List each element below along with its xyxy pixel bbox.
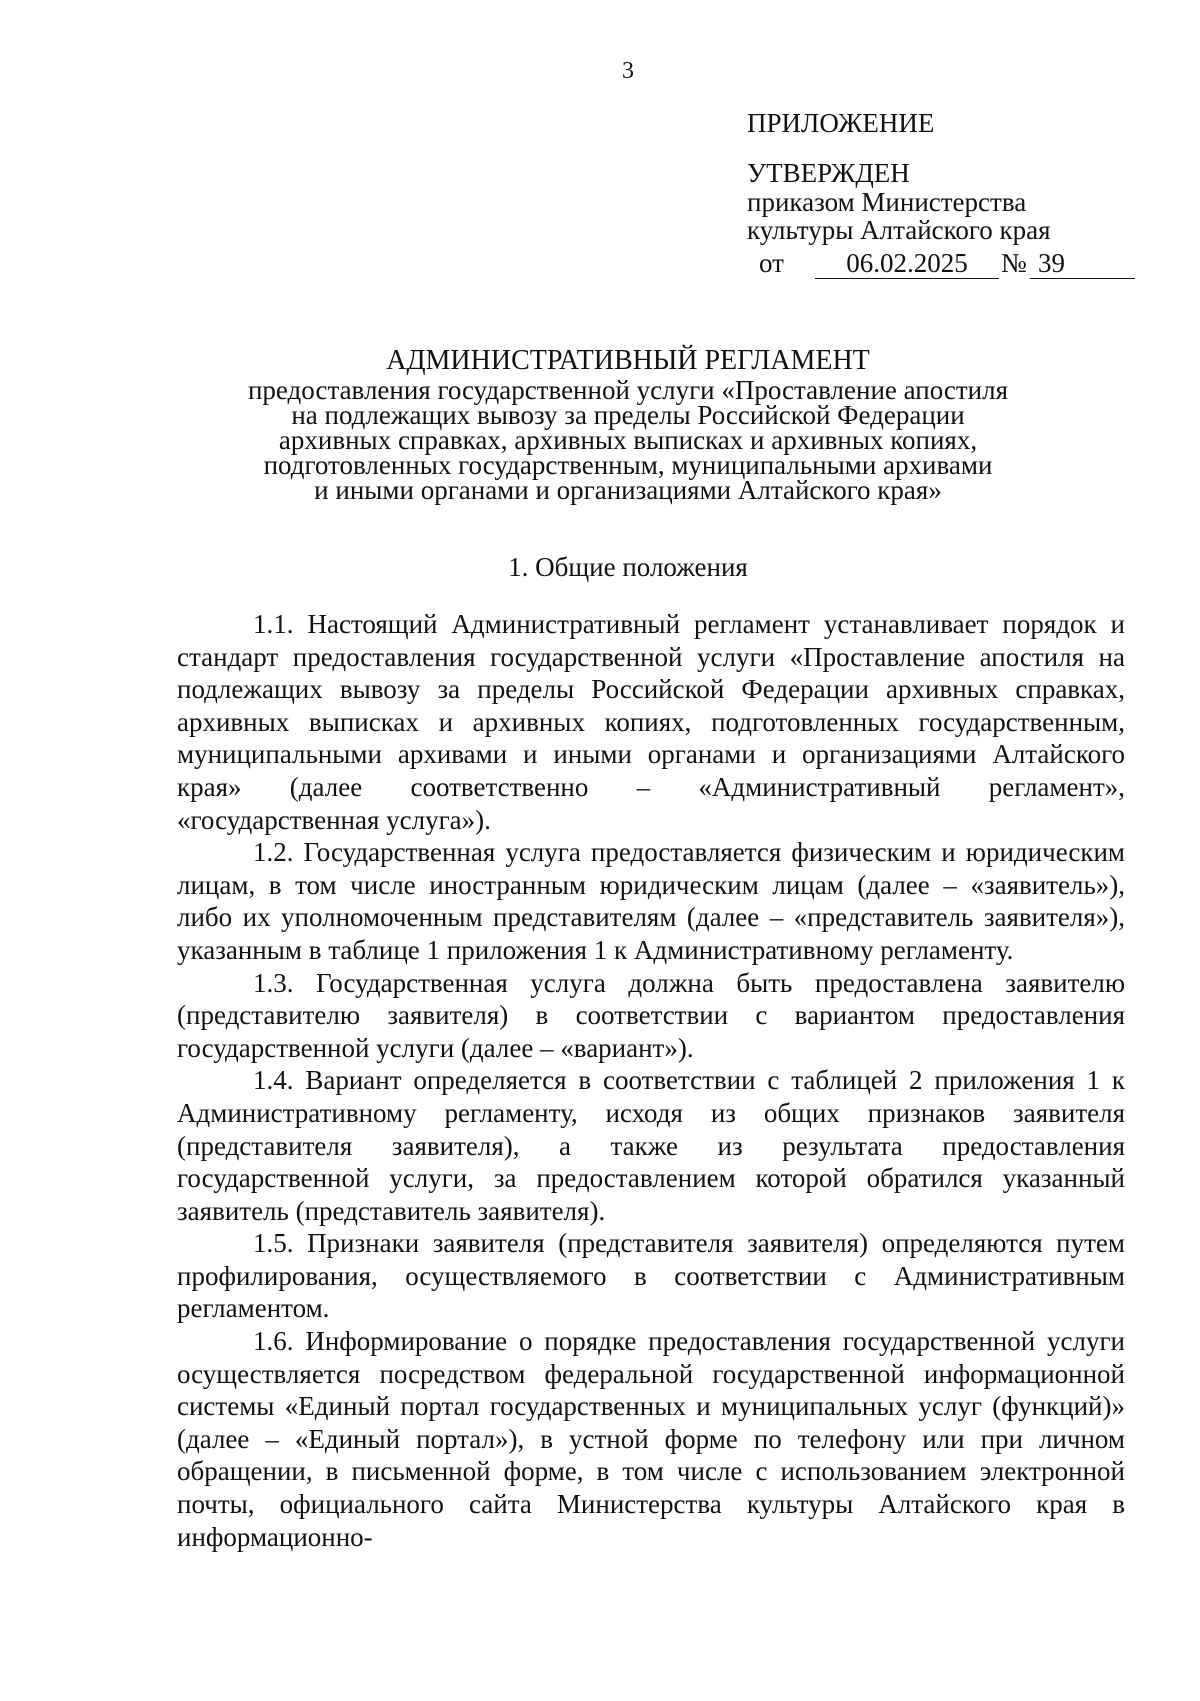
title-line: на подлежащих вывозу за пределы Российской Федерации [291, 400, 965, 430]
section-heading: 1. Общие положения [508, 552, 748, 582]
title-line: и иными органами и организациями Алтайского края» [314, 475, 942, 505]
approved-by-line-2: культуры Алтайского края [747, 215, 1051, 245]
title-line: подготовленных государственным, муниципальными архивами [263, 450, 993, 480]
document-title [0, 344, 1200, 503]
title-line: архивных справках, архивных выписках и архивных копиях, [278, 425, 978, 455]
paragraph: 1.2. Государственная услуга предоставляется физическим и юридическим лицам, в том числе иностранным юридическим лицам (далее – «заявитель»), либо их уполномоченным представителям (далее – «представитель заявителя»), указанным в таблице 1 приложения 1 к Административному регламенту. [177, 837, 1125, 965]
from-label: от [759, 248, 784, 278]
title-main: АДМИНИСТРАТИВНЫЙ РЕГЛАМЕНТ [386, 345, 870, 376]
order-date-number [747, 248, 1147, 284]
title-line: предоставления государственной услуги «Проставление апостиля [247, 375, 1009, 405]
paragraph: 1.3. Государственная услуга должна быть предоставлена заявителю (представителю заявителя) в соответствии с вариантом предоставления государственной услуги (далее – «вариант»). [177, 967, 1125, 1063]
number-label: № [1001, 248, 1027, 278]
approval-stamp [747, 108, 1147, 284]
paragraph: 1.1. Настоящий Административный регламент устанавливает порядок и стандарт предоставления государственной услуги «Проставление апостиля на подлежащих вывозу за пределы Российской Федерации архивных справках, архивных выписках и архивных копиях, подготовленных государственным, муниципальными архивами и иными органами и организациями Алтайского края» (далее соответственно – «Административный регламент», «государственная услуга»). [177, 609, 1125, 835]
paragraph: 1.4. Вариант определяется в соответствии с таблицей 2 приложения 1 к Административному регламенту, исходя из общих признаков заявителя (представителя заявителя), а также из результата предоставления государственной услуги, за предоставлением которой обратился указанный заявитель (представитель заявителя). [177, 1065, 1125, 1226]
approved-by-line-1: приказом Министерства [747, 187, 1027, 217]
order-number: 39 [1030, 248, 1135, 279]
paragraph: 1.5. Признаки заявителя (представителя заявителя) определяются путем профилирования, осуществляемого в соответствии с Административным регламентом. [177, 1228, 1125, 1324]
page-number: 3 [622, 58, 634, 84]
body-text [177, 608, 1125, 1553]
approved-heading: УТВЕРЖДЕН [747, 158, 910, 188]
paragraph: 1.6. Информирование о порядке предоставления государственной услуги осуществляется посредством федеральной государственной информационной системы «Единый портал государственных и муниципальных услуг (функций)» (далее – «Единый портал»), в устной форме по телефону или при личном обращении, в письменной форме, в том числе с использованием электронной почты, официального сайта Министерства культуры Алтайского края в информационно- [177, 1326, 1125, 1552]
order-date: 06.02.2025 [815, 248, 999, 279]
appendix-heading: ПРИЛОЖЕНИЕ [747, 108, 935, 138]
